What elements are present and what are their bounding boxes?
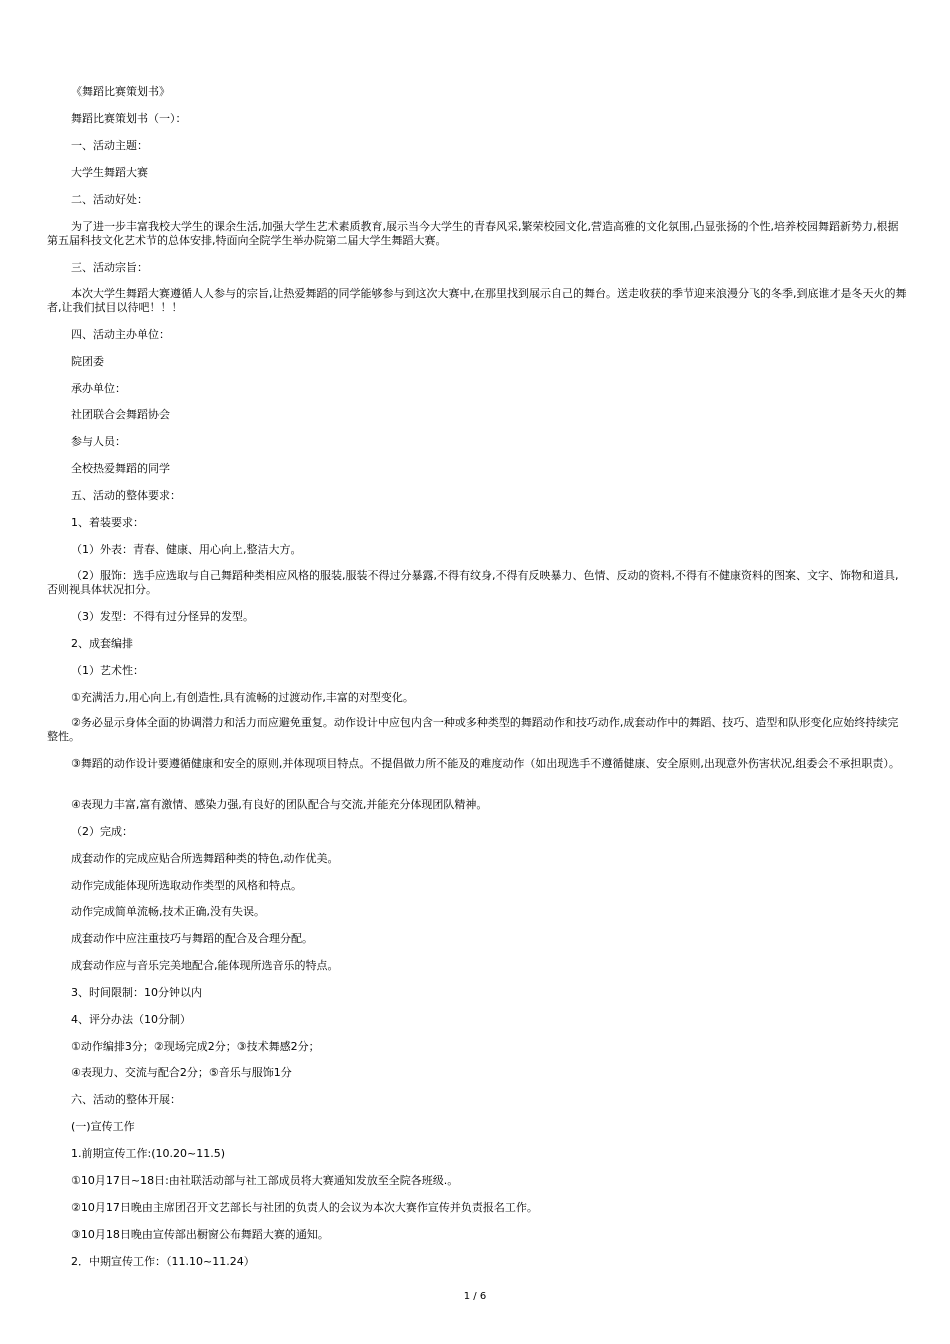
body-text: 院团委 xyxy=(71,355,104,368)
body-text: (一)宣传工作 xyxy=(71,1120,135,1133)
body-text: ①动作编排3分；②现场完成2分；③技术舞感2分； xyxy=(71,1040,320,1053)
body-text: （3）发型：不得有过分怪异的发型。 xyxy=(71,610,254,623)
body-text: 1.前期宣传工作:(10.20~11.5) xyxy=(71,1147,225,1160)
body-text: 全校热爱舞蹈的同学 xyxy=(71,462,170,475)
paragraph: 为了进一步丰富我校大学生的课余生活,加强大学生艺术素质教育,展示当今大学生的青春风采,繁荣校园文化,营造高雅的文化氛围,凸显张扬的个性,培养校园舞蹈新势力,根据第五届科技文化艺术节的总体安排,特面向全院学生举办院第二届大学生舞蹈大赛。 xyxy=(47,220,899,247)
body-text: 4、评分办法（10分制） xyxy=(71,1013,191,1026)
body-text: 成套动作应与音乐完美地配合,能体现所选音乐的特点。 xyxy=(71,959,339,972)
section-heading: 参与人员： xyxy=(71,435,126,448)
body-text: ③10月18日晚由宣传部出橱窗公布舞蹈大赛的通知。 xyxy=(71,1228,329,1241)
section-heading: 舞蹈比赛策划书（一）： xyxy=(71,112,187,125)
body-text: ①充满活力,用心向上,有创造性,具有流畅的过渡动作,丰富的对型变化。 xyxy=(71,691,414,704)
paragraph: （2）服饰：选手应选取与自己舞蹈种类相应风格的服装,服装不得过分暴露,不得有纹身,不得有反映暴力、色情、反动的资料,不得有不健康资料的图案、文字、饰物和道具,否则视具体状况扣分。 xyxy=(47,569,899,596)
section-heading: 三、活动宗旨： xyxy=(71,261,148,274)
section-heading: 六、活动的整体开展： xyxy=(71,1093,181,1106)
body-text: ②10月17日晚由主席团召开文艺部长与社团的负责人的会议为本次大赛作宣传并负责报名工作。 xyxy=(71,1201,538,1214)
body-text: （1）外表：青春、健康、用心向上,整洁大方。 xyxy=(71,543,302,556)
body-text: 2．中期宣传工作：（11.10~11.24） xyxy=(71,1255,255,1268)
paragraph: ②务必显示身体全面的协调潜力和活力而应避免重复。动作设计中应包内含一种或多种类型的舞蹈动作和技巧动作,成套动作中的舞蹈、技巧、造型和队形变化应始终持续完整性。 xyxy=(47,716,899,743)
body-text: 3、时间限制：10分钟以内 xyxy=(71,986,202,999)
body-text: ④表现力、交流与配合2分；⑤音乐与服饰1分 xyxy=(71,1066,292,1079)
section-heading: 二、活动好处： xyxy=(71,193,148,206)
section-heading: 四、活动主办单位： xyxy=(71,328,170,341)
body-text: （1）艺术性： xyxy=(71,664,144,677)
paragraph: ③舞蹈的动作设计要遵循健康和安全的原则,并体现项目特点。不提倡做力所不能及的难度动作（如出现选手不遵循健康、安全原则,出现意外伤害状况,组委会不承担职责）。 xyxy=(71,757,900,770)
body-text: 成套动作的完成应贴合所选舞蹈种类的特色,动作优美。 xyxy=(71,852,339,865)
body-text: （2）完成： xyxy=(71,825,133,838)
body-text: ①10月17日~18日:由社联活动部与社工部成员将大赛通知发放至全院各班级.。 xyxy=(71,1174,459,1187)
section-heading: 承办单位： xyxy=(71,382,126,395)
body-text: 社团联合会舞蹈协会 xyxy=(71,408,170,421)
body-text: ④表现力丰富,富有激情、感染力强,有良好的团队配合与交流,并能充分体现团队精神。 xyxy=(71,798,488,811)
section-heading: 五、活动的整体要求： xyxy=(71,489,181,502)
body-text: 成套动作中应注重技巧与舞蹈的配合及合理分配。 xyxy=(71,932,313,945)
body-text: 2、成套编排 xyxy=(71,637,133,650)
body-text: 大学生舞蹈大赛 xyxy=(71,166,148,179)
document-title: 《舞蹈比赛策划书》 xyxy=(71,85,170,98)
body-text: 动作完成简单流畅,技术正确,没有失误。 xyxy=(71,905,265,918)
body-text: 动作完成能体现所选取动作类型的风格和特点。 xyxy=(71,879,302,892)
page-indicator: 1 / 6 xyxy=(463,1291,487,1302)
section-heading: 一、活动主题： xyxy=(71,139,148,152)
paragraph: 本次大学生舞蹈大赛遵循人人参与的宗旨,让热爱舞蹈的同学能够参与到这次大赛中,在那里找到展示自己的舞台。送走收获的季节迎来浪漫分飞的冬季,到底谁才是冬天火的舞者,让我们拭目以待吧！！！ xyxy=(47,287,907,314)
body-text: 1、着装要求： xyxy=(71,516,144,529)
